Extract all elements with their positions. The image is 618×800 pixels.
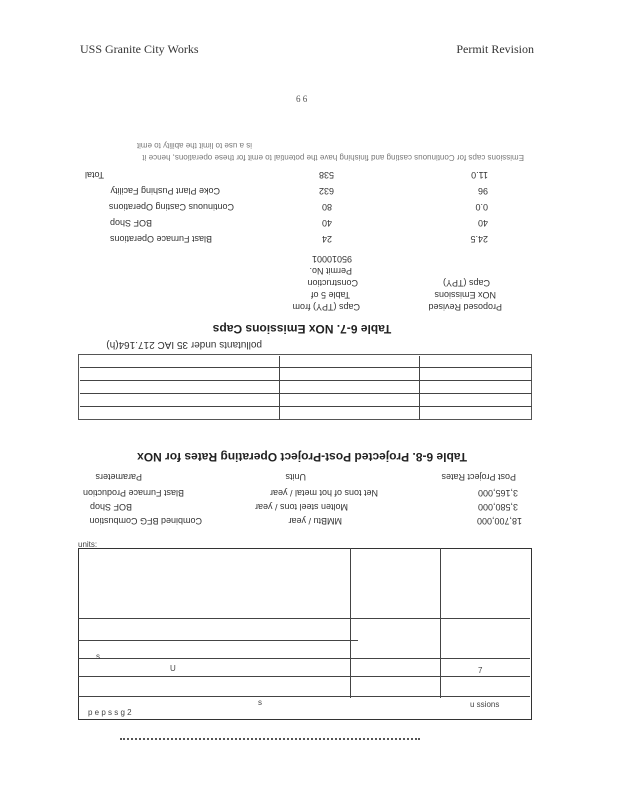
t7-col1-h0: Caps (TPY) from (292, 302, 360, 312)
lower-table (78, 540, 532, 720)
t7-row-c1: 80 (321, 202, 332, 212)
page-number: 6 6 (296, 94, 308, 104)
t7-col1-h1: Table 5 of (310, 290, 350, 300)
header-permit-revision: Permit Revision (456, 42, 534, 56)
t7-row-source: Blast Furnace Operations (109, 234, 212, 244)
table-6-7-block (72, 112, 532, 420)
t7-row-c2: 40 (477, 218, 488, 228)
t7-col1-h3: Permit No. (309, 266, 352, 276)
table-6-7-title: Table 6-7. NOx Emissions Caps (212, 322, 392, 336)
lower-frame (78, 548, 532, 720)
units-label: units: (78, 540, 98, 549)
t8-row-rate: 18,700,000 (476, 516, 522, 526)
t7-note: Emissions caps for Continuous casting and finishing have the potential to emit for these operations, hence it (142, 153, 524, 162)
t8-row-units: Net tons of hot metal / year (269, 488, 378, 498)
t8-row-units: Molten steel tons / year (254, 502, 348, 512)
table-6-8-title: Table 6-8. Projected Post-Project Operating Rates for NOx (137, 450, 467, 464)
table-6-8-block (72, 440, 532, 536)
header-facility: USS Granite City Works (80, 42, 199, 56)
frag-c: 7 (478, 666, 483, 675)
t7-row-source: BOF Shop (109, 218, 152, 228)
bottom-rule (120, 738, 420, 744)
foot-left: p e p s s g 2 (88, 708, 132, 717)
t8-header-param: Parameters (95, 472, 142, 482)
t7-row-source: Total (84, 170, 104, 180)
t7-row-c1: 632 (318, 186, 334, 196)
foot-right: u ssions (470, 700, 500, 709)
t8-row-param: BOF Shop (89, 502, 132, 512)
faint-caption: pollutants under 35 IAC 217.164(h) (106, 339, 262, 350)
t8-row-rate: 3,580,000 (477, 502, 518, 512)
t7-row-c2: 96 (477, 186, 488, 196)
t7-col1-h4: 95010001 (311, 254, 352, 264)
t8-header-units: Units (285, 472, 306, 482)
faint-grid (78, 354, 532, 420)
t7-row-c2: 11.0 (471, 170, 488, 180)
frag-b: U (170, 664, 176, 673)
t7-row-c2: 24.5 (470, 234, 488, 244)
t8-row-units: MMBtu / year (288, 516, 342, 526)
t8-row-rate: 3,165,000 (477, 488, 518, 498)
t7-row-c1: 24 (321, 234, 332, 244)
t8-row-param: Combined BFG Combustion (89, 516, 202, 526)
frag-d: s (258, 698, 262, 707)
t7-col2-h1: NOx Emissions (434, 290, 496, 300)
t7-row-c1: 538 (318, 170, 334, 180)
t8-header-rate: Post Project Rates (441, 472, 516, 482)
t7-note2: is a use to limit the ability to emit (136, 141, 252, 150)
t7-row-source: Coke Plant Pushing Facility (110, 186, 220, 196)
t7-col1-h2: Construction (307, 278, 358, 288)
t7-row-source: Continuous Casting Operations (108, 202, 234, 212)
t7-row-c1: 40 (321, 218, 332, 228)
frag-a: s (96, 652, 100, 661)
t7-row-c2: 0.0 (475, 202, 488, 212)
t8-row-param: Blast Furnace Production (82, 488, 184, 498)
t7-col2-h2: Caps (TPY) (442, 278, 490, 288)
t7-col2-h0: Proposed Revised (428, 302, 502, 312)
